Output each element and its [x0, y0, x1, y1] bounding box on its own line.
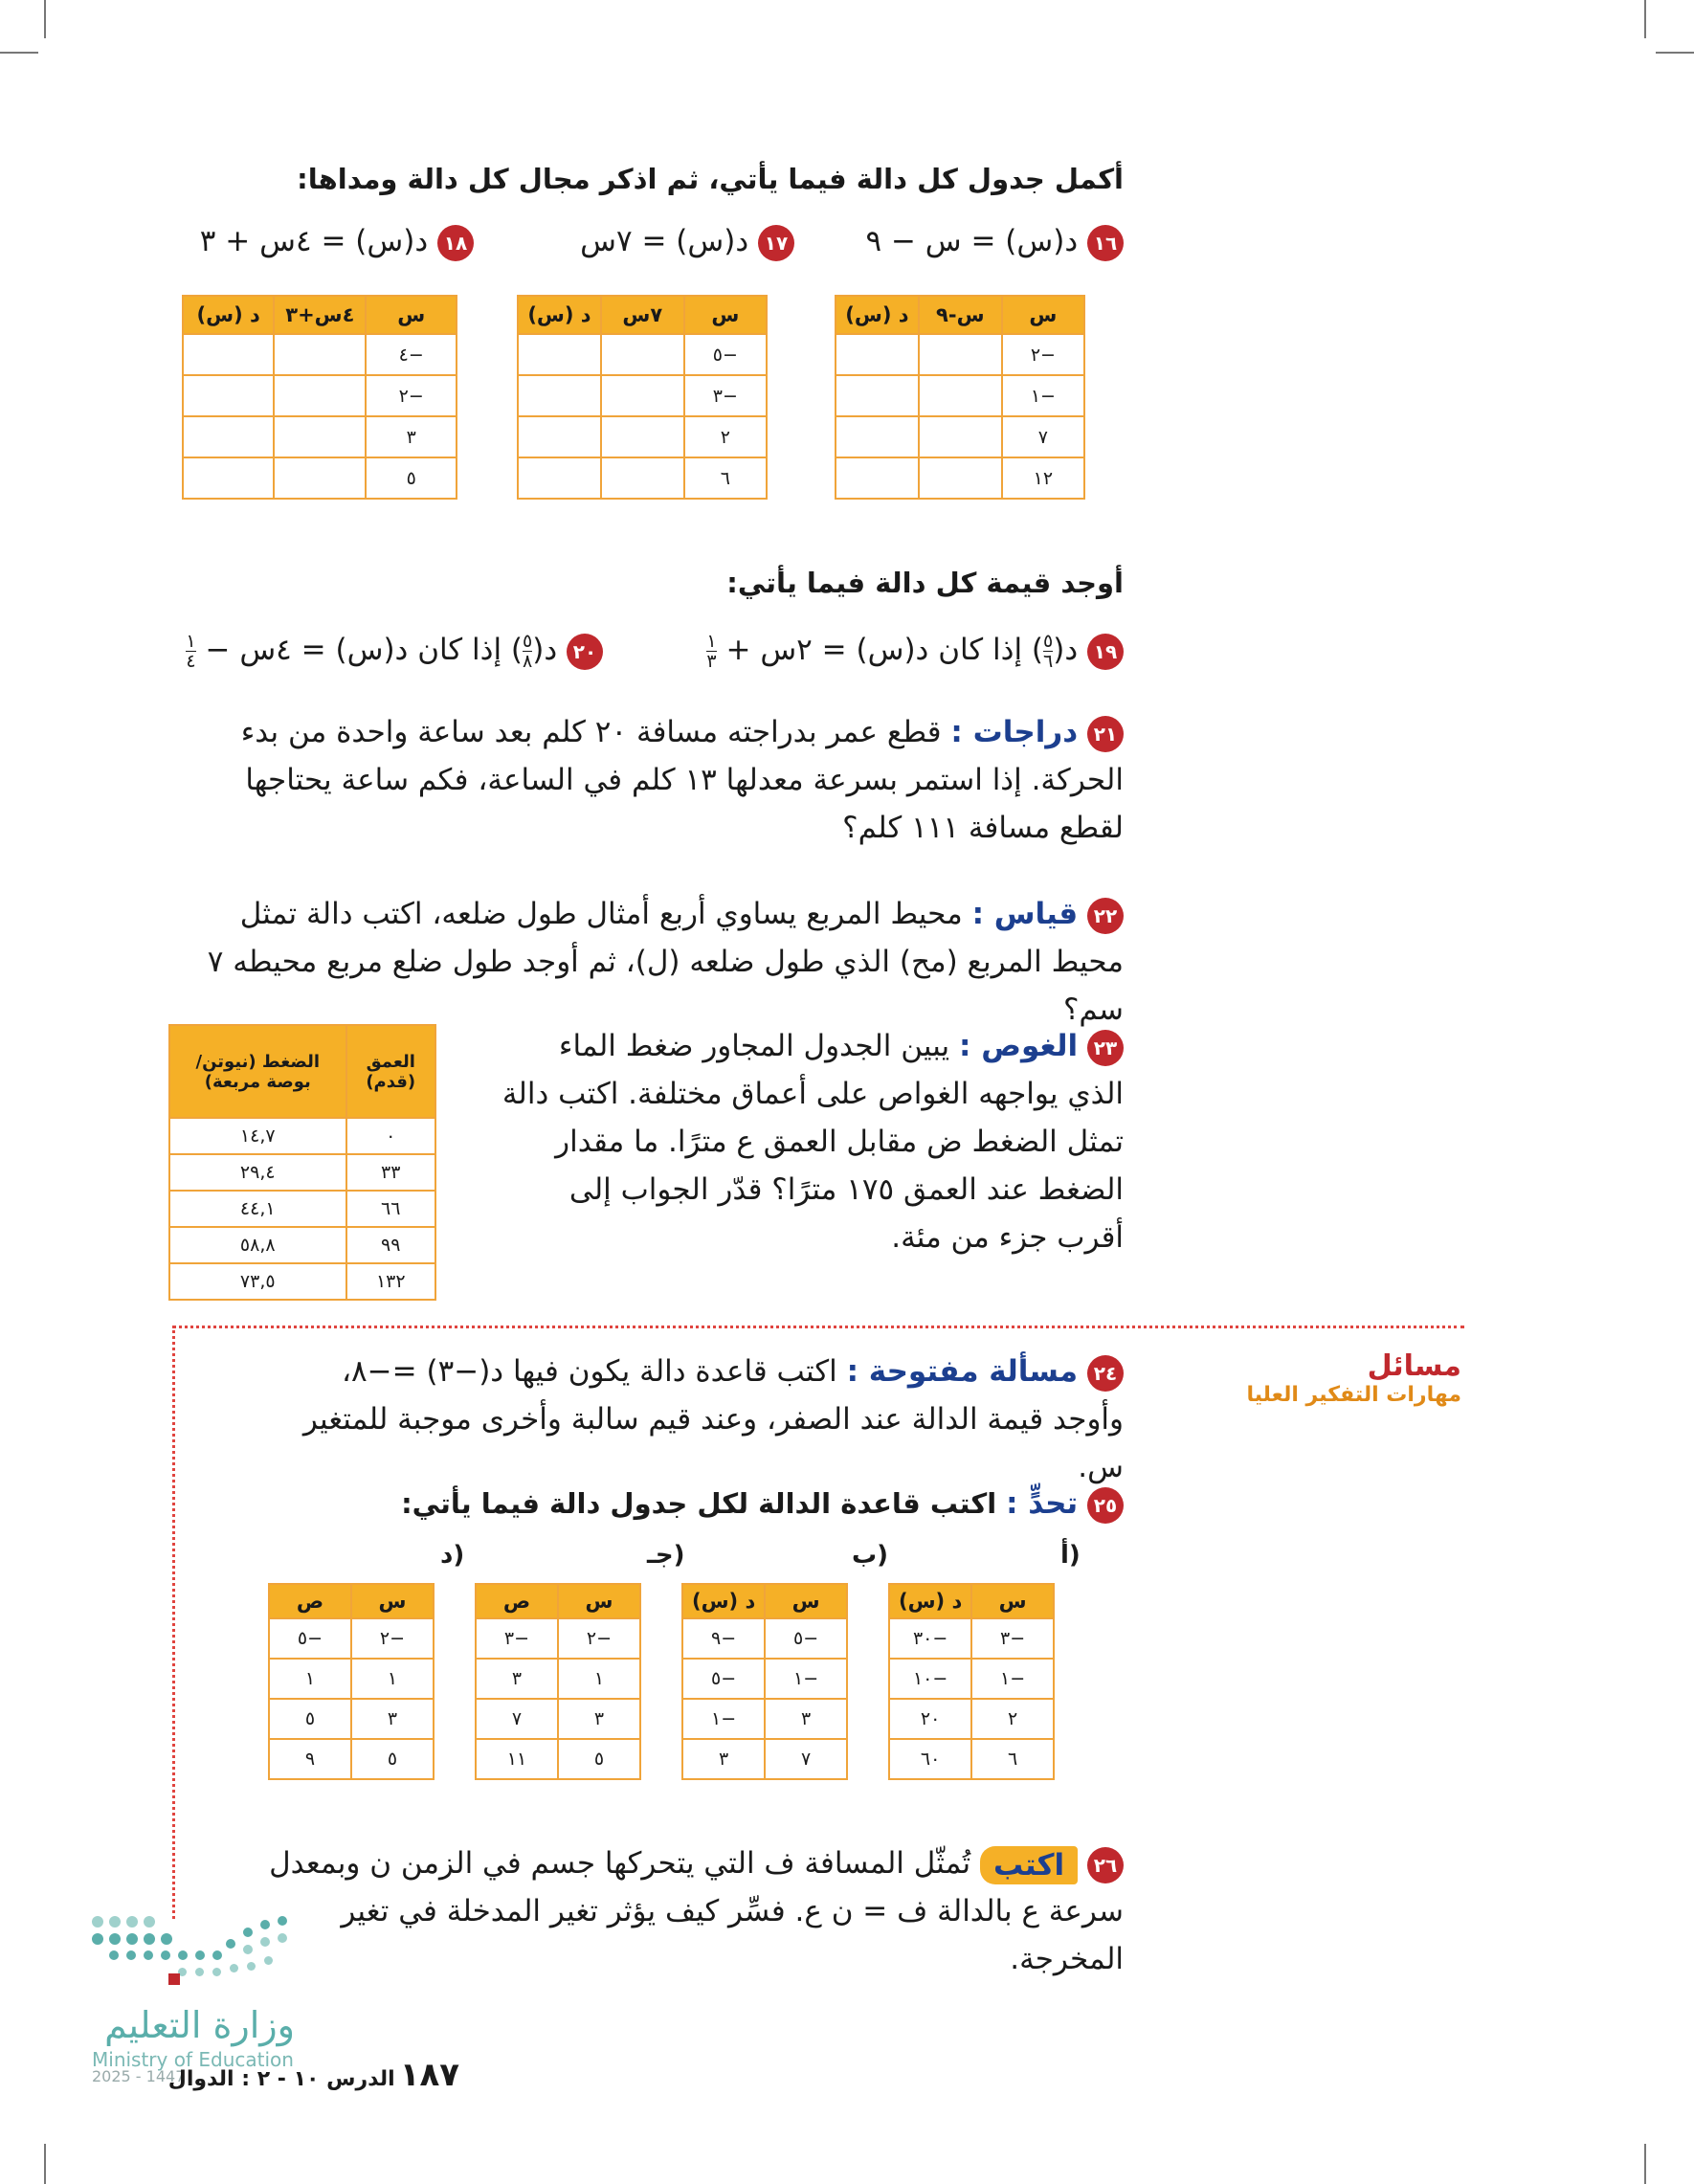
crop-mark	[1656, 52, 1694, 54]
crop-mark	[1644, 0, 1646, 38]
denominator: ٣	[706, 651, 717, 672]
crop-mark	[44, 0, 46, 38]
problem-number: ١٨	[437, 225, 474, 261]
denominator: ٨	[523, 651, 533, 672]
lesson-title: الدرس ١٠ - ٢ : الدوال	[167, 2067, 395, 2091]
table-cell: ٧	[765, 1739, 847, 1779]
table-cell: −٢	[351, 1618, 434, 1659]
table-cell: ٧٣,٥	[169, 1263, 346, 1300]
fraction	[523, 632, 532, 671]
table-cell: ٦٦	[346, 1191, 435, 1227]
problem-number: ١٧	[758, 225, 794, 261]
empty-cell[interactable]	[183, 375, 274, 416]
empty-cell[interactable]	[919, 416, 1002, 457]
problem-number: ٢٠	[567, 634, 603, 670]
table-header: ٤س+٣	[274, 296, 366, 334]
empty-cell[interactable]	[518, 457, 601, 499]
empty-cell[interactable]	[919, 334, 1002, 375]
side-subtitle: مهارات التفكير العليا	[1246, 1383, 1461, 1407]
instruction-evaluate: أوجد قيمة كل دالة فيما يأتي:	[726, 567, 1124, 599]
problem-text: اكتب قاعدة الدالة لكل جدول دالة فيما يأتي:	[401, 1487, 997, 1520]
crop-mark	[0, 52, 38, 54]
table-cell: ٤٤,١	[169, 1191, 346, 1227]
problem-22	[176, 890, 1124, 1034]
table-cell: ٠	[346, 1118, 435, 1154]
table-cell: ١٣٢	[346, 1263, 435, 1300]
label-a: أ)	[1060, 1541, 1081, 1570]
section-divider	[172, 1326, 1464, 1328]
table-cell: ٩	[269, 1739, 351, 1779]
table-cell: −٣٠	[889, 1618, 971, 1659]
keyword: قياس :	[971, 897, 1079, 931]
ministry-year: 2025 - 1447	[92, 2067, 186, 2085]
problem-20	[182, 626, 603, 674]
empty-cell[interactable]	[274, 416, 366, 457]
problem-text: محيط المربع يساوي أربع أمثال طول ضلعه، اكتب دالة تمثل محيط المربع (مح) الذي طول ضلعه (ل)، ثم أوجد طول ضلع مربع محيطه ٧ سم؟	[207, 897, 1124, 1027]
table-cell: ٣	[558, 1699, 640, 1739]
table-cell: −٤	[366, 334, 457, 375]
table-cell: ٢٠	[889, 1699, 971, 1739]
problem-number: ١٩	[1087, 634, 1124, 670]
problem-16-function: د(س) = س − ٩	[865, 224, 1079, 258]
table-cell: ٣	[366, 416, 457, 457]
page-number: ١٨٧	[399, 2056, 459, 2094]
fraction	[186, 632, 195, 671]
table-cell: −٣	[476, 1618, 558, 1659]
empty-cell[interactable]	[836, 457, 919, 499]
problem-number: ٢١	[1087, 716, 1124, 752]
table-header: د (س)	[682, 1584, 765, 1618]
table-header: د (س)	[518, 296, 601, 334]
table-cell: −١	[682, 1699, 765, 1739]
table-cell: ٢	[684, 416, 767, 457]
keyword: تحدٍّ :	[1006, 1486, 1079, 1521]
table-cell: ١	[269, 1659, 351, 1699]
problem-text: يبين الجدول المجاور ضغط الماء الذي يواجهه الغواص على أعماق مختلفة. اكتب دالة تمثل الضغط ض مقابل العمق ع مترًا. ما مقدار الضغط عند العمق ١٧٥ مترًا؟ قدّر الجواب إلى أقرب جزء من مئة.	[502, 1029, 1124, 1255]
table-25b	[681, 1583, 848, 1780]
keyword: مسألة مفتوحة :	[846, 1354, 1079, 1389]
table-cell: ١٤,٧	[169, 1118, 346, 1154]
table-cell: ٢	[971, 1699, 1054, 1739]
numerator: ١	[706, 631, 717, 652]
table-cell: −١٠	[889, 1659, 971, 1699]
problem-number: ٢٦	[1087, 1847, 1124, 1883]
table-header-pressure: الضغط (نيوتن/بوصة مربعة)	[169, 1025, 346, 1118]
empty-cell[interactable]	[601, 334, 684, 375]
table-header: س	[765, 1584, 847, 1618]
problem-number: ٢٤	[1087, 1355, 1124, 1392]
table-cell: ١١	[476, 1739, 558, 1779]
problem-number: ١٦	[1087, 225, 1124, 261]
table-cell: ٥	[558, 1739, 640, 1779]
problem-text: ) إذا كان د(س) = ٢س +	[716, 633, 1044, 667]
keyword: الغوص :	[959, 1029, 1079, 1063]
table-cell: −٢	[366, 375, 457, 416]
problem-text: د(	[1053, 633, 1079, 667]
keyword: دراجات :	[950, 715, 1079, 749]
problem-17-function: د(س) = ٧س	[580, 224, 749, 258]
empty-cell[interactable]	[274, 375, 366, 416]
table-cell: −٥	[765, 1618, 847, 1659]
problem-21	[176, 708, 1124, 852]
denominator: ٤	[186, 651, 196, 672]
problem-number: ٢٥	[1087, 1487, 1124, 1524]
table-cell: ٢٩,٤	[169, 1154, 346, 1191]
table-cell: ٣	[765, 1699, 847, 1739]
denominator: ٦	[1043, 651, 1054, 672]
label-d: د)	[440, 1541, 465, 1570]
empty-cell[interactable]	[183, 416, 274, 457]
table-cell: ٥	[269, 1699, 351, 1739]
table-header: س	[351, 1584, 434, 1618]
problem-19	[664, 626, 1124, 674]
empty-cell[interactable]	[601, 416, 684, 457]
table-header: د (س)	[183, 296, 274, 334]
label-c: جـ)	[647, 1541, 685, 1570]
table-cell: −٣	[684, 375, 767, 416]
table-cell: ٦	[971, 1739, 1054, 1779]
table-header: د (س)	[889, 1584, 971, 1618]
table-header: س	[366, 296, 457, 334]
table-cell: −٢	[1002, 334, 1084, 375]
table-25c	[475, 1583, 641, 1780]
problem-25	[262, 1480, 1124, 1527]
table-header: س	[684, 296, 767, 334]
empty-cell[interactable]	[518, 375, 601, 416]
table-header: س	[1002, 296, 1084, 334]
numerator: ١	[186, 631, 196, 652]
table-problem-17	[517, 295, 768, 500]
table-cell: ٥	[366, 457, 457, 499]
table-header: س	[971, 1584, 1054, 1618]
section-divider-vertical	[172, 1326, 175, 1919]
table-25a	[888, 1583, 1055, 1780]
ministry-name-ar: وزارة التعليم	[104, 2004, 295, 2046]
table-header: د (س)	[836, 296, 919, 334]
fraction	[706, 632, 716, 671]
problem-17	[507, 217, 794, 265]
problem-text: قطع عمر بدراجته مسافة ٢٠ كلم بعد ساعة واحدة من بدء الحركة. إذا استمر بسرعة معدلها ١٣ كلم في الساعة، فكم ساعة يحتاجها لقطع مسافة ١١١ كلم؟	[240, 715, 1124, 845]
problem-18-function: د(س) = ٤س + ٣	[199, 224, 429, 258]
table-cell: −٢	[558, 1618, 640, 1659]
problem-26	[262, 1839, 1124, 1983]
fraction	[1043, 632, 1053, 671]
empty-cell[interactable]	[836, 416, 919, 457]
table-cell: −٩	[682, 1618, 765, 1659]
table-header: ص	[476, 1584, 558, 1618]
table-cell: −١	[765, 1659, 847, 1699]
table-problem-16	[835, 295, 1085, 500]
problem-23	[502, 1022, 1124, 1261]
crop-mark	[1644, 2144, 1646, 2184]
empty-cell[interactable]	[274, 334, 366, 375]
table-cell: ٩٩	[346, 1227, 435, 1263]
table-cell: ٧	[476, 1699, 558, 1739]
problem-number: ٢٣	[1087, 1030, 1124, 1066]
table-cell: ٣	[682, 1739, 765, 1779]
empty-cell[interactable]	[183, 457, 274, 499]
table-cell: ٣٣	[346, 1154, 435, 1191]
table-header-depth: العمق (قدم)	[346, 1025, 435, 1118]
table-cell: ٦	[684, 457, 767, 499]
table-cell: −٥	[684, 334, 767, 375]
table-cell: ٥	[351, 1739, 434, 1779]
numerator: ٥	[523, 631, 533, 652]
empty-cell[interactable]	[518, 416, 601, 457]
table-cell: ١	[558, 1659, 640, 1699]
table-cell: ١	[351, 1659, 434, 1699]
table-cell: −٣	[971, 1618, 1054, 1659]
table-cell: −٥	[682, 1659, 765, 1699]
side-title: مسائل	[1367, 1349, 1461, 1383]
problem-16	[808, 217, 1124, 265]
crop-mark	[44, 2144, 46, 2184]
table-header: ٧س	[601, 296, 684, 334]
empty-cell[interactable]	[836, 375, 919, 416]
table-cell: ٧	[1002, 416, 1084, 457]
problem-text: د(	[532, 633, 558, 667]
table-cell: ٣	[476, 1659, 558, 1699]
page-footer	[167, 2056, 459, 2094]
problem-24	[262, 1348, 1124, 1491]
table-cell: ٦٠	[889, 1739, 971, 1779]
empty-cell[interactable]	[183, 334, 274, 375]
table-cell: −٥	[269, 1618, 351, 1659]
empty-cell[interactable]	[919, 375, 1002, 416]
empty-cell[interactable]	[836, 334, 919, 375]
label-b: ب)	[852, 1541, 889, 1570]
table-25d	[268, 1583, 435, 1780]
problem-text: تُمثّل المسافة ف التي يتحركها جسم في الزمن ن وبمعدل سرعة ع بالدالة ف = ن ع. فسِّر كيف يؤثر تغير المدخلة في تغير المخرجة.	[269, 1846, 1124, 1976]
ministry-name-en: Ministry of Education	[92, 2048, 294, 2071]
empty-cell[interactable]	[601, 457, 684, 499]
empty-cell[interactable]	[274, 457, 366, 499]
table-cell: ٥٨,٨	[169, 1227, 346, 1263]
table-cell: −١	[1002, 375, 1084, 416]
problem-text: اكتب قاعدة دالة يكون فيها د(−٣) =−٨، وأوجد قيمة الدالة عند الصفر، وعند قيم سالبة وأخرى موجبة للمتغير س.	[302, 1354, 1124, 1484]
table-cell: −١	[971, 1659, 1054, 1699]
side-heading	[1174, 1349, 1461, 1407]
ministry-logo-icon	[92, 1916, 302, 1989]
table-cell: ٣	[351, 1699, 434, 1739]
problem-18	[199, 217, 474, 265]
empty-cell[interactable]	[919, 457, 1002, 499]
problem-number: ٢٢	[1087, 898, 1124, 934]
empty-cell[interactable]	[518, 334, 601, 375]
diving-pressure-table	[168, 1024, 436, 1301]
write-badge: اكتب	[980, 1846, 1078, 1884]
table-cell: ١٢	[1002, 457, 1084, 499]
table-problem-18	[182, 295, 457, 500]
table-header: س-٩	[919, 296, 1002, 334]
table-header: س	[558, 1584, 640, 1618]
table-header: ص	[269, 1584, 351, 1618]
numerator: ٥	[1043, 631, 1054, 652]
empty-cell[interactable]	[601, 375, 684, 416]
problem-text: ) إذا كان د(س) = ٤س −	[195, 633, 524, 667]
instruction-complete-tables: أكمل جدول كل دالة فيما يأتي، ثم اذكر مجال كل دالة ومداها:	[297, 163, 1124, 195]
